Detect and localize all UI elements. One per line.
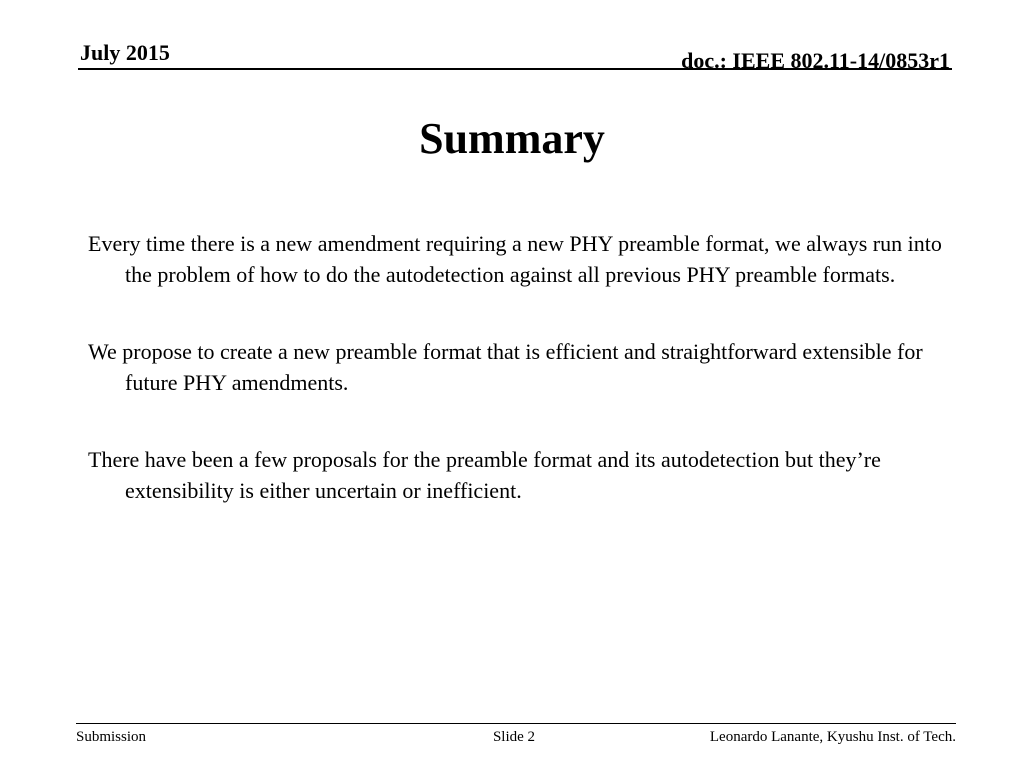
bullet-paragraph: Every time there is a new amendment requiring a new PHY preamble format, we always run into the problem of how to do the autodetection against all previous PHY preamble formats. [88, 231, 942, 287]
footer-author: Leonardo Lanante, Kyushu Inst. of Tech. [709, 729, 956, 745]
document-id: doc.: IEEE 802.11-14/0853r1 [681, 48, 950, 73]
footer-submission: Submission [76, 729, 147, 745]
slide-body [88, 228, 948, 552]
slide-number: Slide 2 [492, 729, 536, 745]
header-date: July 2015 [80, 40, 170, 65]
bullet-paragraph: We propose to create a new preamble format that is efficient and straightforward extensible for future PHY amendments. [88, 339, 923, 395]
footer-divider [76, 723, 956, 724]
slide-title: Summary [419, 114, 605, 163]
bullet-paragraph: There have been a few proposals for the preamble format and its autodetection but they’re extensibility is either uncertain or inefficient. [88, 447, 881, 503]
header-divider [78, 68, 952, 70]
